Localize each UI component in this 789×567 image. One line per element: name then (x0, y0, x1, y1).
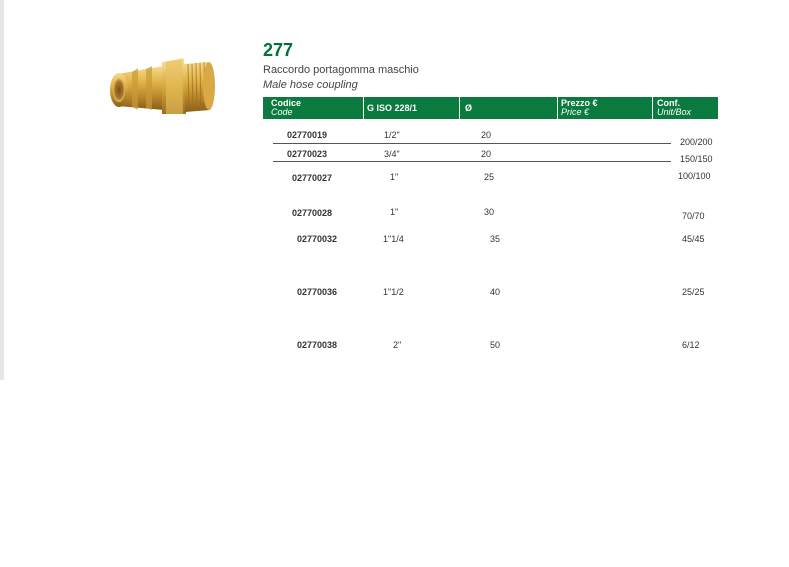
row-diameter: 40 (490, 287, 501, 297)
header-price-sublabel: Price € (561, 107, 590, 117)
product-image (104, 44, 224, 130)
row-thread: 1"1/4 (383, 234, 404, 244)
product-title-italian: Raccordo portagomma maschio (263, 64, 419, 76)
row-box: 150/150 (680, 154, 713, 164)
row-diameter: 25 (484, 172, 495, 182)
header-thread-label: G ISO 228/1 (367, 103, 418, 113)
header-separator (459, 97, 460, 119)
header-price-label: Prezzo € (561, 98, 598, 108)
page-left-border (0, 0, 4, 380)
row-box: 70/70 (682, 211, 705, 221)
row-code: 02770019 (287, 130, 328, 140)
product-title-english: Male hose coupling (263, 79, 358, 91)
row-divider (273, 161, 671, 162)
header-box-sublabel: Unit/Box (657, 107, 692, 117)
row-box: 6/12 (682, 340, 700, 350)
row-box: 45/45 (682, 234, 705, 244)
row-code: 02770038 (297, 340, 338, 350)
row-code: 02770023 (287, 149, 328, 159)
header-code (271, 99, 301, 117)
header-box (657, 99, 691, 117)
header-code-sublabel: Code (271, 107, 293, 117)
row-box: 25/25 (682, 287, 705, 297)
header-box-label: Conf. (657, 98, 680, 108)
row-diameter: 20 (481, 130, 492, 140)
row-diameter: 50 (490, 340, 501, 350)
row-box: 100/100 (678, 171, 711, 181)
row-code: 02770028 (292, 208, 333, 218)
header-separator (363, 97, 364, 119)
header-code-label: Codice (271, 98, 302, 108)
table-header (263, 97, 718, 119)
header-separator (652, 97, 653, 119)
row-thread: 3/4" (384, 149, 400, 159)
header-price (561, 99, 598, 117)
row-code: 02770036 (297, 287, 338, 297)
row-diameter: 30 (484, 207, 495, 217)
row-diameter: 35 (490, 234, 501, 244)
row-diameter: 20 (481, 149, 492, 159)
row-code: 02770027 (292, 173, 333, 183)
header-separator (557, 97, 558, 119)
header-diameter (465, 104, 472, 113)
row-box: 200/200 (680, 137, 713, 147)
row-thread: 1/2" (384, 130, 400, 140)
row-thread: 1"1/2 (383, 287, 404, 297)
row-thread: 1" (390, 172, 399, 182)
row-code: 02770032 (297, 234, 338, 244)
header-diameter-label: Ø (465, 103, 473, 113)
row-thread: 1" (390, 207, 399, 217)
row-thread: 2" (393, 340, 402, 350)
header-thread (367, 104, 417, 113)
product-code: 277 (263, 40, 294, 60)
row-divider (273, 143, 671, 144)
